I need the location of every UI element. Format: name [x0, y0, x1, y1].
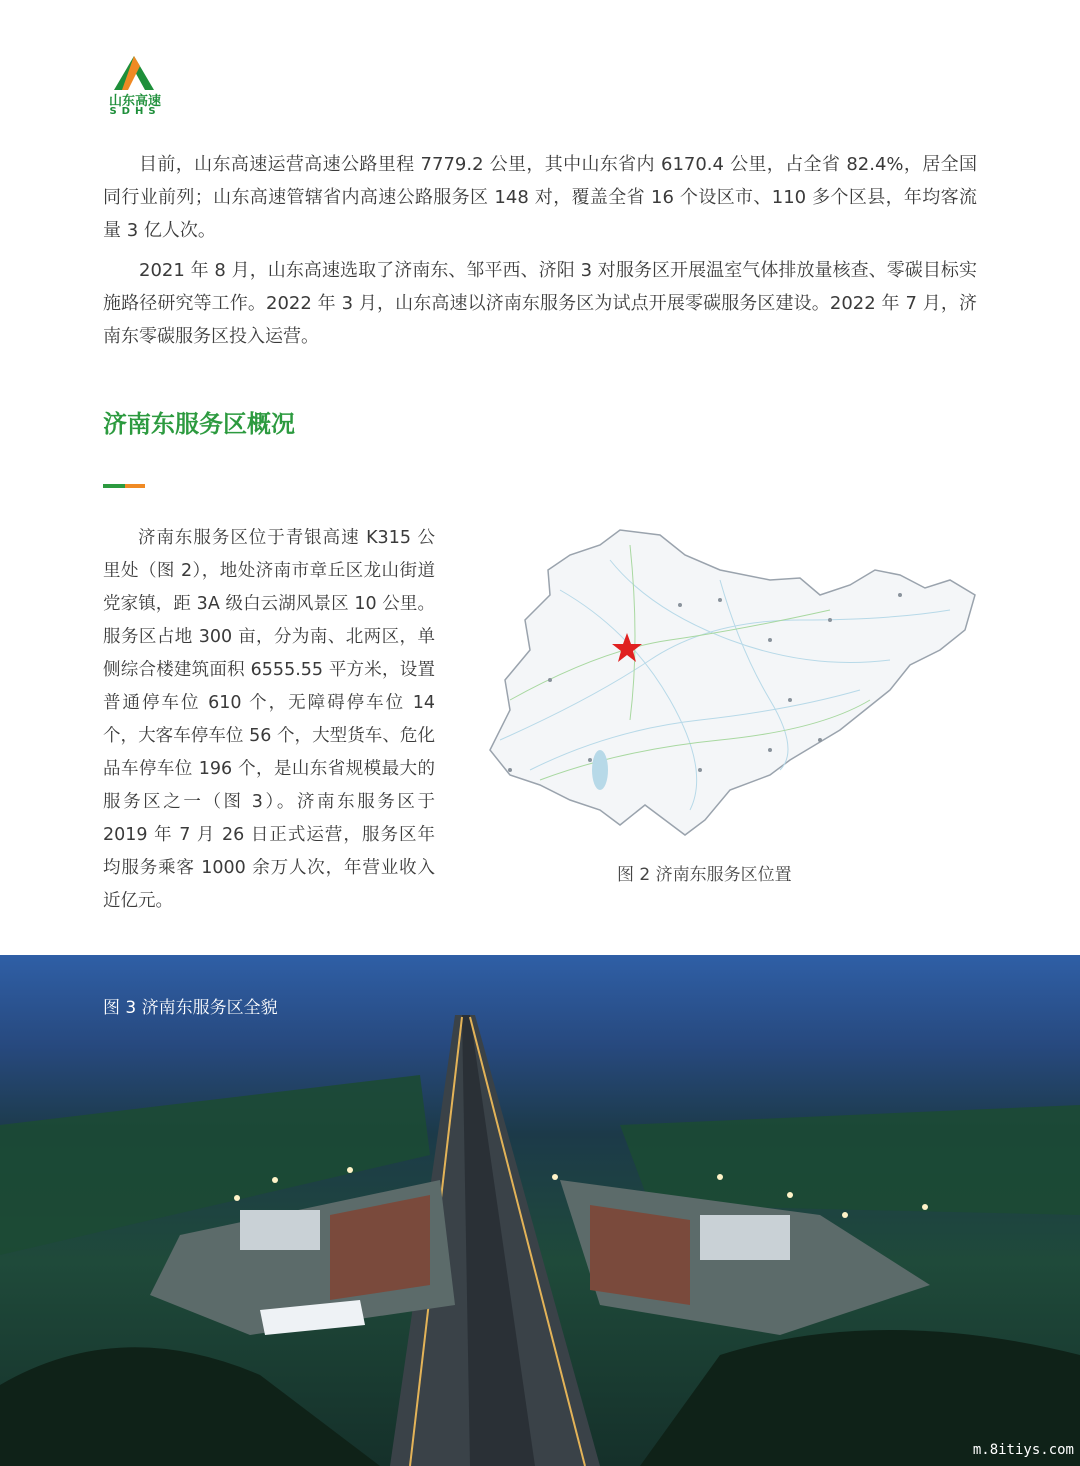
logo-text-en: SDHS [109, 106, 161, 117]
aerial-photo [0, 955, 1080, 1466]
watermark: m.8itiys.com [972, 1442, 1074, 1458]
section-title: 济南东服务区概况 [103, 410, 295, 438]
sdhs-logo [100, 56, 170, 116]
map-caption: 图 2 济南东服务区位置 [617, 865, 792, 885]
photo-caption: 图 3 济南东服务区全貌 [103, 998, 278, 1018]
intro-paragraph: 目前，山东高速运营高速公路里程 7779.2 公里，其中山东省内 6170.4 公里，占全省 82.4%，居全国同行业前列；山东高速管辖省内高速公路服务区 148 对，覆盖全省 16 个设区市、110 多个区县，年均客流量 3 亿人次。 [103, 154, 977, 241]
shandong-location-map [470, 500, 980, 845]
logo-a-mark-icon [114, 56, 154, 90]
overview-paragraph: 济南东服务区位于青银高速 K315 公里处（图 2），地处济南市章丘区龙山街道党家镇，距 3A 级白云湖风景区 10 公里。服务区占地 300 亩，分为南、北两区，单侧综合楼建筑面积 6555.55 平方米，设置普通停车位 610 个，无障碍停车位 14 个，大客车停车位 56 个，大型货车、危化品车停车位 196 个，是山东省规模最大的服务区之一（图 3）。济南东服务区于 2019 年 7 月 26 日正式运营，服务区年均服务乘客 1000 余万人次，年营业收入近亿元。 [103, 528, 435, 911]
history-paragraph: 2021 年 8 月，山东高速选取了济南东、邹平西、济阳 3 对服务区开展温室气体排放量核查、零碳目标实施路径研究等工作。2022 年 3 月，山东高速以济南东服务区为试点开展零碳服务区建设。2022 年 7 月，济南东零碳服务区投入运营。 [103, 260, 977, 347]
title-underline [103, 484, 145, 488]
logo-text-cn: 山东高速 [108, 94, 161, 109]
